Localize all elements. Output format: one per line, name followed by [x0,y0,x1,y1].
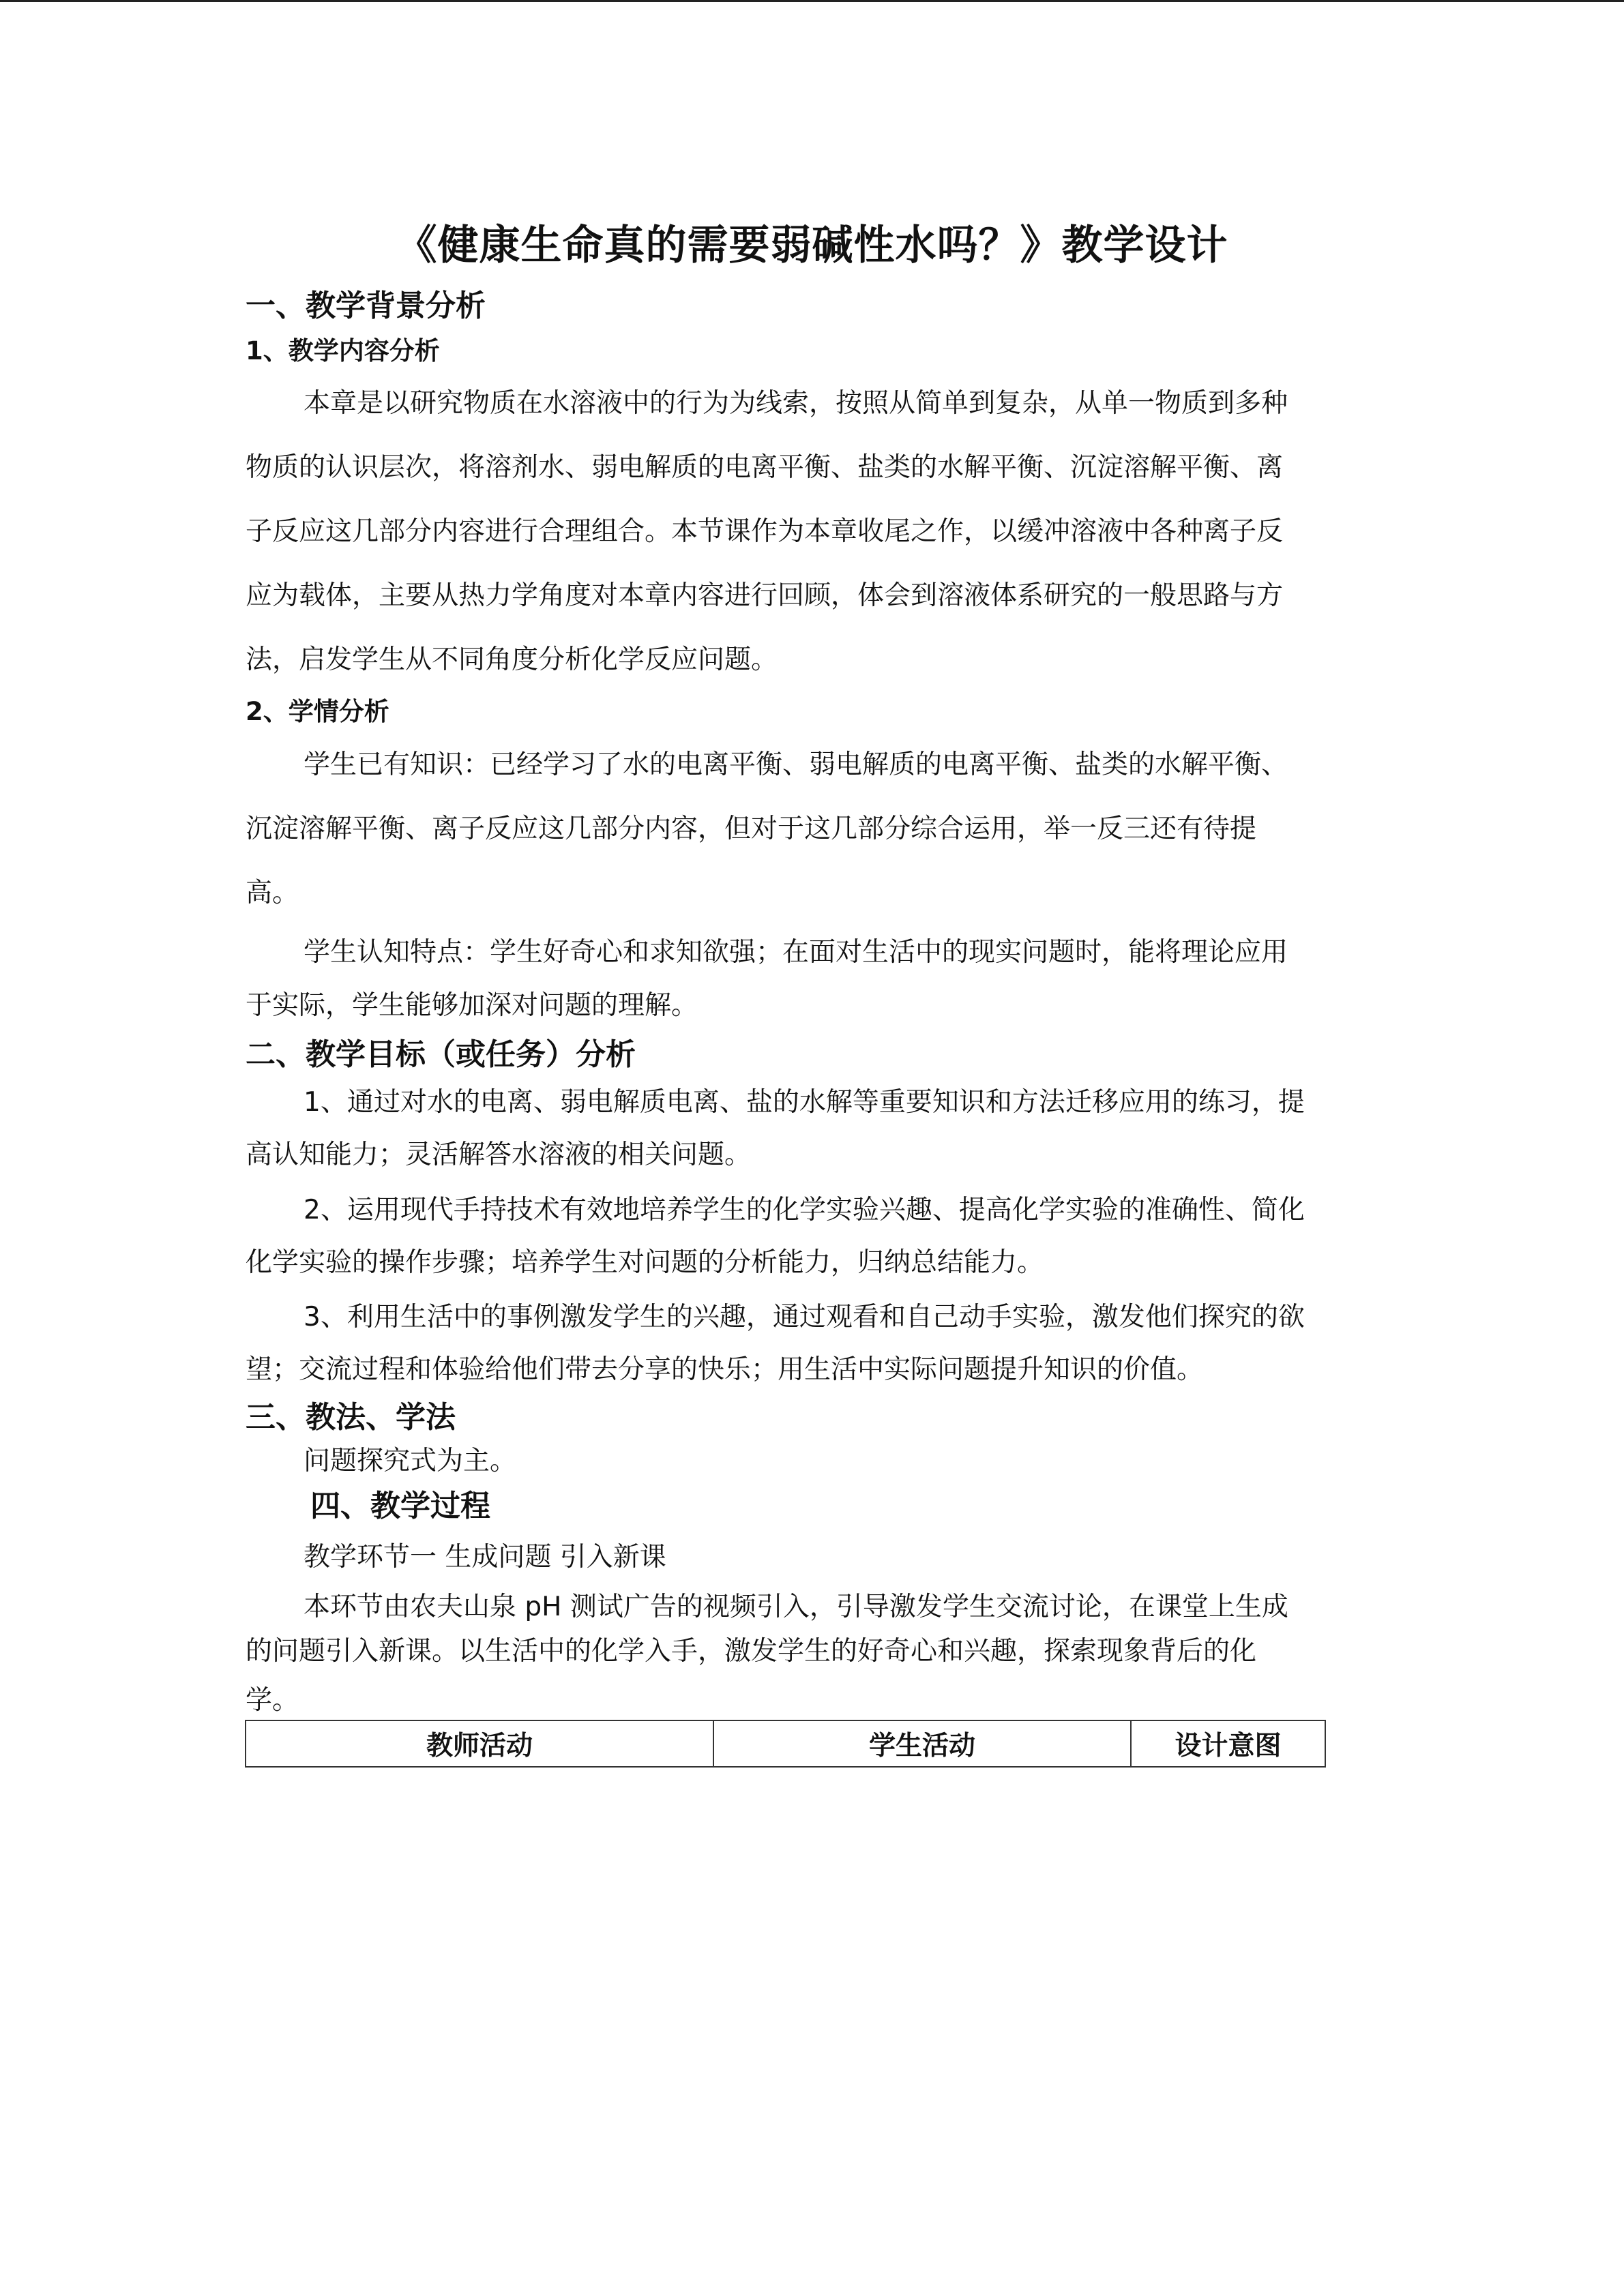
prior-knowledge-line-2: 沉淀溶解平衡、离子反应这几部分内容，但对于这几部分综合运用，举一反三还有待提 [246,814,1257,844]
table-header-intent: 设计意图 [1175,1731,1282,1761]
section-1-1-heading: 1、教学内容分析 [246,336,440,366]
cognitive-traits-line-2: 于实际，学生能够加深对问题的理解。 [246,990,698,1021]
table-header-teacher: 教师活动 [246,1721,714,1766]
section-1-2-heading: 2、学情分析 [246,697,389,726]
goal-1-line-2: 高认知能力；灵活解答水溶液的相关问题。 [246,1139,752,1170]
page-top-border [0,0,1624,2]
section-4-heading: 四、教学过程 [310,1489,490,1523]
activity-table [245,1720,1326,1768]
section-2-heading: 二、教学目标（或任务）分析 [246,1037,636,1072]
table-header-student: 学生活动 [714,1721,1132,1766]
stage-1-line-1: 本环节由农夫山泉 pH 测试广告的视频引入，引导激发学生交流讨论，在课堂上生成 [304,1592,1288,1622]
section-3-heading: 三、教法、学法 [246,1400,456,1435]
content-analysis-line-2: 物质的认识层次，将溶剂水、弱电解质的电离平衡、盐类的水解平衡、沉淀溶解平衡、离 [246,452,1284,483]
stage-1-line-2: 的问题引入新课。以生活中的化学入手，激发学生的好奇心和兴趣，探索现象背后的化 [246,1636,1257,1667]
goal-2-line-2: 化学实验的操作步骤；培养学生对问题的分析能力，归纳总结能力。 [246,1247,1044,1278]
goal-3-line-1: 3、利用生活中的事例激发学生的兴趣，通过观看和自己动手实验，激发他们探究的欲 [304,1302,1305,1332]
content-analysis-line-4: 应为载体，主要从热力学角度对本章内容进行回顾，体会到溶液体系研究的一般思路与方 [246,580,1284,611]
goal-2-line-1: 2、运用现代手持技术有效地培养学生的化学实验兴趣、提高化学实验的准确性、简化 [304,1195,1305,1225]
prior-knowledge-line-1: 学生已有知识：已经学习了水的电离平衡、弱电解质的电离平衡、盐类的水解平衡、 [304,749,1288,780]
content-analysis-line-3: 子反应这几部分内容进行合理组合。本节课作为本章收尾之作，以缓冲溶液中各种离子反 [246,516,1284,547]
content-analysis-line-1: 本章是以研究物质在水溶液中的行为为线索，按照从简单到复杂，从单一物质到多种 [304,388,1288,419]
document-title: 《健康生命真的需要弱碱性水吗？》教学设计 [396,222,1228,269]
goal-1-line-1: 1、通过对水的电离、弱电解质电离、盐的水解等重要知识和方法迁移应用的练习，提 [304,1087,1305,1118]
section-1-heading: 一、教学背景分析 [246,288,486,323]
prior-knowledge-line-3: 高。 [246,878,299,908]
stage-1-title: 教学环节一 生成问题 引入新课 [304,1542,666,1572]
method-text: 问题探究式为主。 [304,1446,517,1476]
content-analysis-line-5: 法，启发学生从不同角度分析化学反应问题。 [246,644,778,675]
stage-1-line-3: 学。 [246,1685,299,1716]
cognitive-traits-line-1: 学生认知特点：学生好奇心和求知欲强；在面对生活中的现实问题时，能将理论应用 [304,937,1288,968]
goal-3-line-2: 望；交流过程和体验给他们带去分享的快乐；用生活中实际问题提升知识的价值。 [246,1354,1204,1385]
